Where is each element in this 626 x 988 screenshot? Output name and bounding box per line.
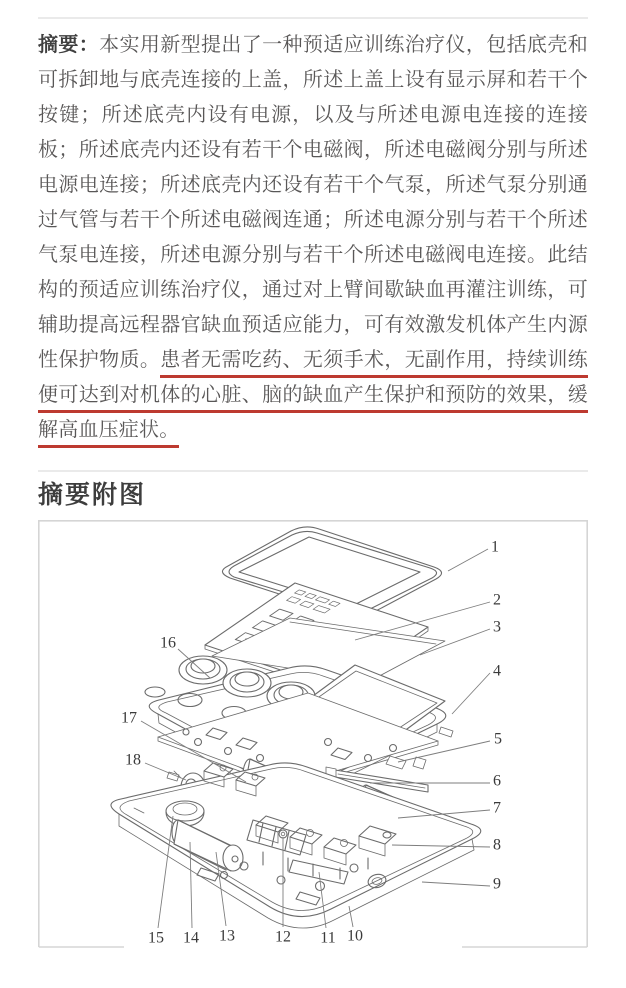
abstract-body-text: 本实用新型提出了一种预适应训练治疗仪，包括底壳和可拆卸地与底壳连接的上盖，所述上盖上设有显示屏和若干个按键；所述底壳内设有电源，以及与所述电源电连接的连接板；所述底壳内还设有若干个电磁阀，所述电磁阀分别与所述电源电连接；所述底壳内还设有若干个气泵，所述气泵分别通过气管与若干个所述电磁阀连通；所述电源分别与若干个所述气泵电连接，所述电源分别与若干个所述电磁阀电连接。此结构的预适应训练治疗仪，通过对上臂间歇缺血再灌注训练，可辅助提高远程器官缺血预适应能力，可有效激发机体产生内源性保护物质。 [38,34,588,371]
leader-line-9 [422,882,490,886]
callout-number-4: 4 [493,662,501,680]
callout-number-18: 18 [125,751,141,769]
callout-number-17: 17 [121,709,137,727]
abstract-label: 摘要： [38,34,100,56]
callout-number-9: 9 [493,875,501,893]
abstract-figure [38,520,588,948]
exploded-view-drawing [38,520,588,948]
plate-connector [386,756,406,769]
section-divider [38,470,588,472]
leader-line-10 [349,906,353,927]
callout-number-5: 5 [494,730,502,748]
figure-section-heading: 摘要附图 [38,481,147,509]
cover-edge-notch [439,727,453,737]
leader-line-4 [452,673,490,714]
callout-number-6: 6 [493,772,501,790]
callout-number-7: 7 [493,799,501,817]
top-divider [38,17,588,19]
leader-line-1 [448,549,488,571]
abstract-highlighted-text: 患者无需吃药、无须手术，无副作用，持续训练便可达到对机体的心脏、脑的缺血产生保护和预防的效果，缓解高血压症状。 [38,349,588,448]
callout-number-12: 12 [275,928,291,946]
callout-number-15: 15 [148,929,164,947]
callout-number-14: 14 [183,929,199,947]
callout-number-13: 13 [219,927,235,945]
callout-number-8: 8 [493,836,501,854]
abstract-paragraph [38,28,588,448]
cover-edge-tab [413,757,426,769]
leader-line-18 [145,763,186,780]
callout-number-2: 2 [493,591,501,609]
callout-number-11: 11 [320,929,336,947]
callout-number-1: 1 [491,538,499,556]
callout-number-3: 3 [493,618,501,636]
callout-number-16: 16 [160,634,176,652]
callout-number-10: 10 [347,927,363,945]
